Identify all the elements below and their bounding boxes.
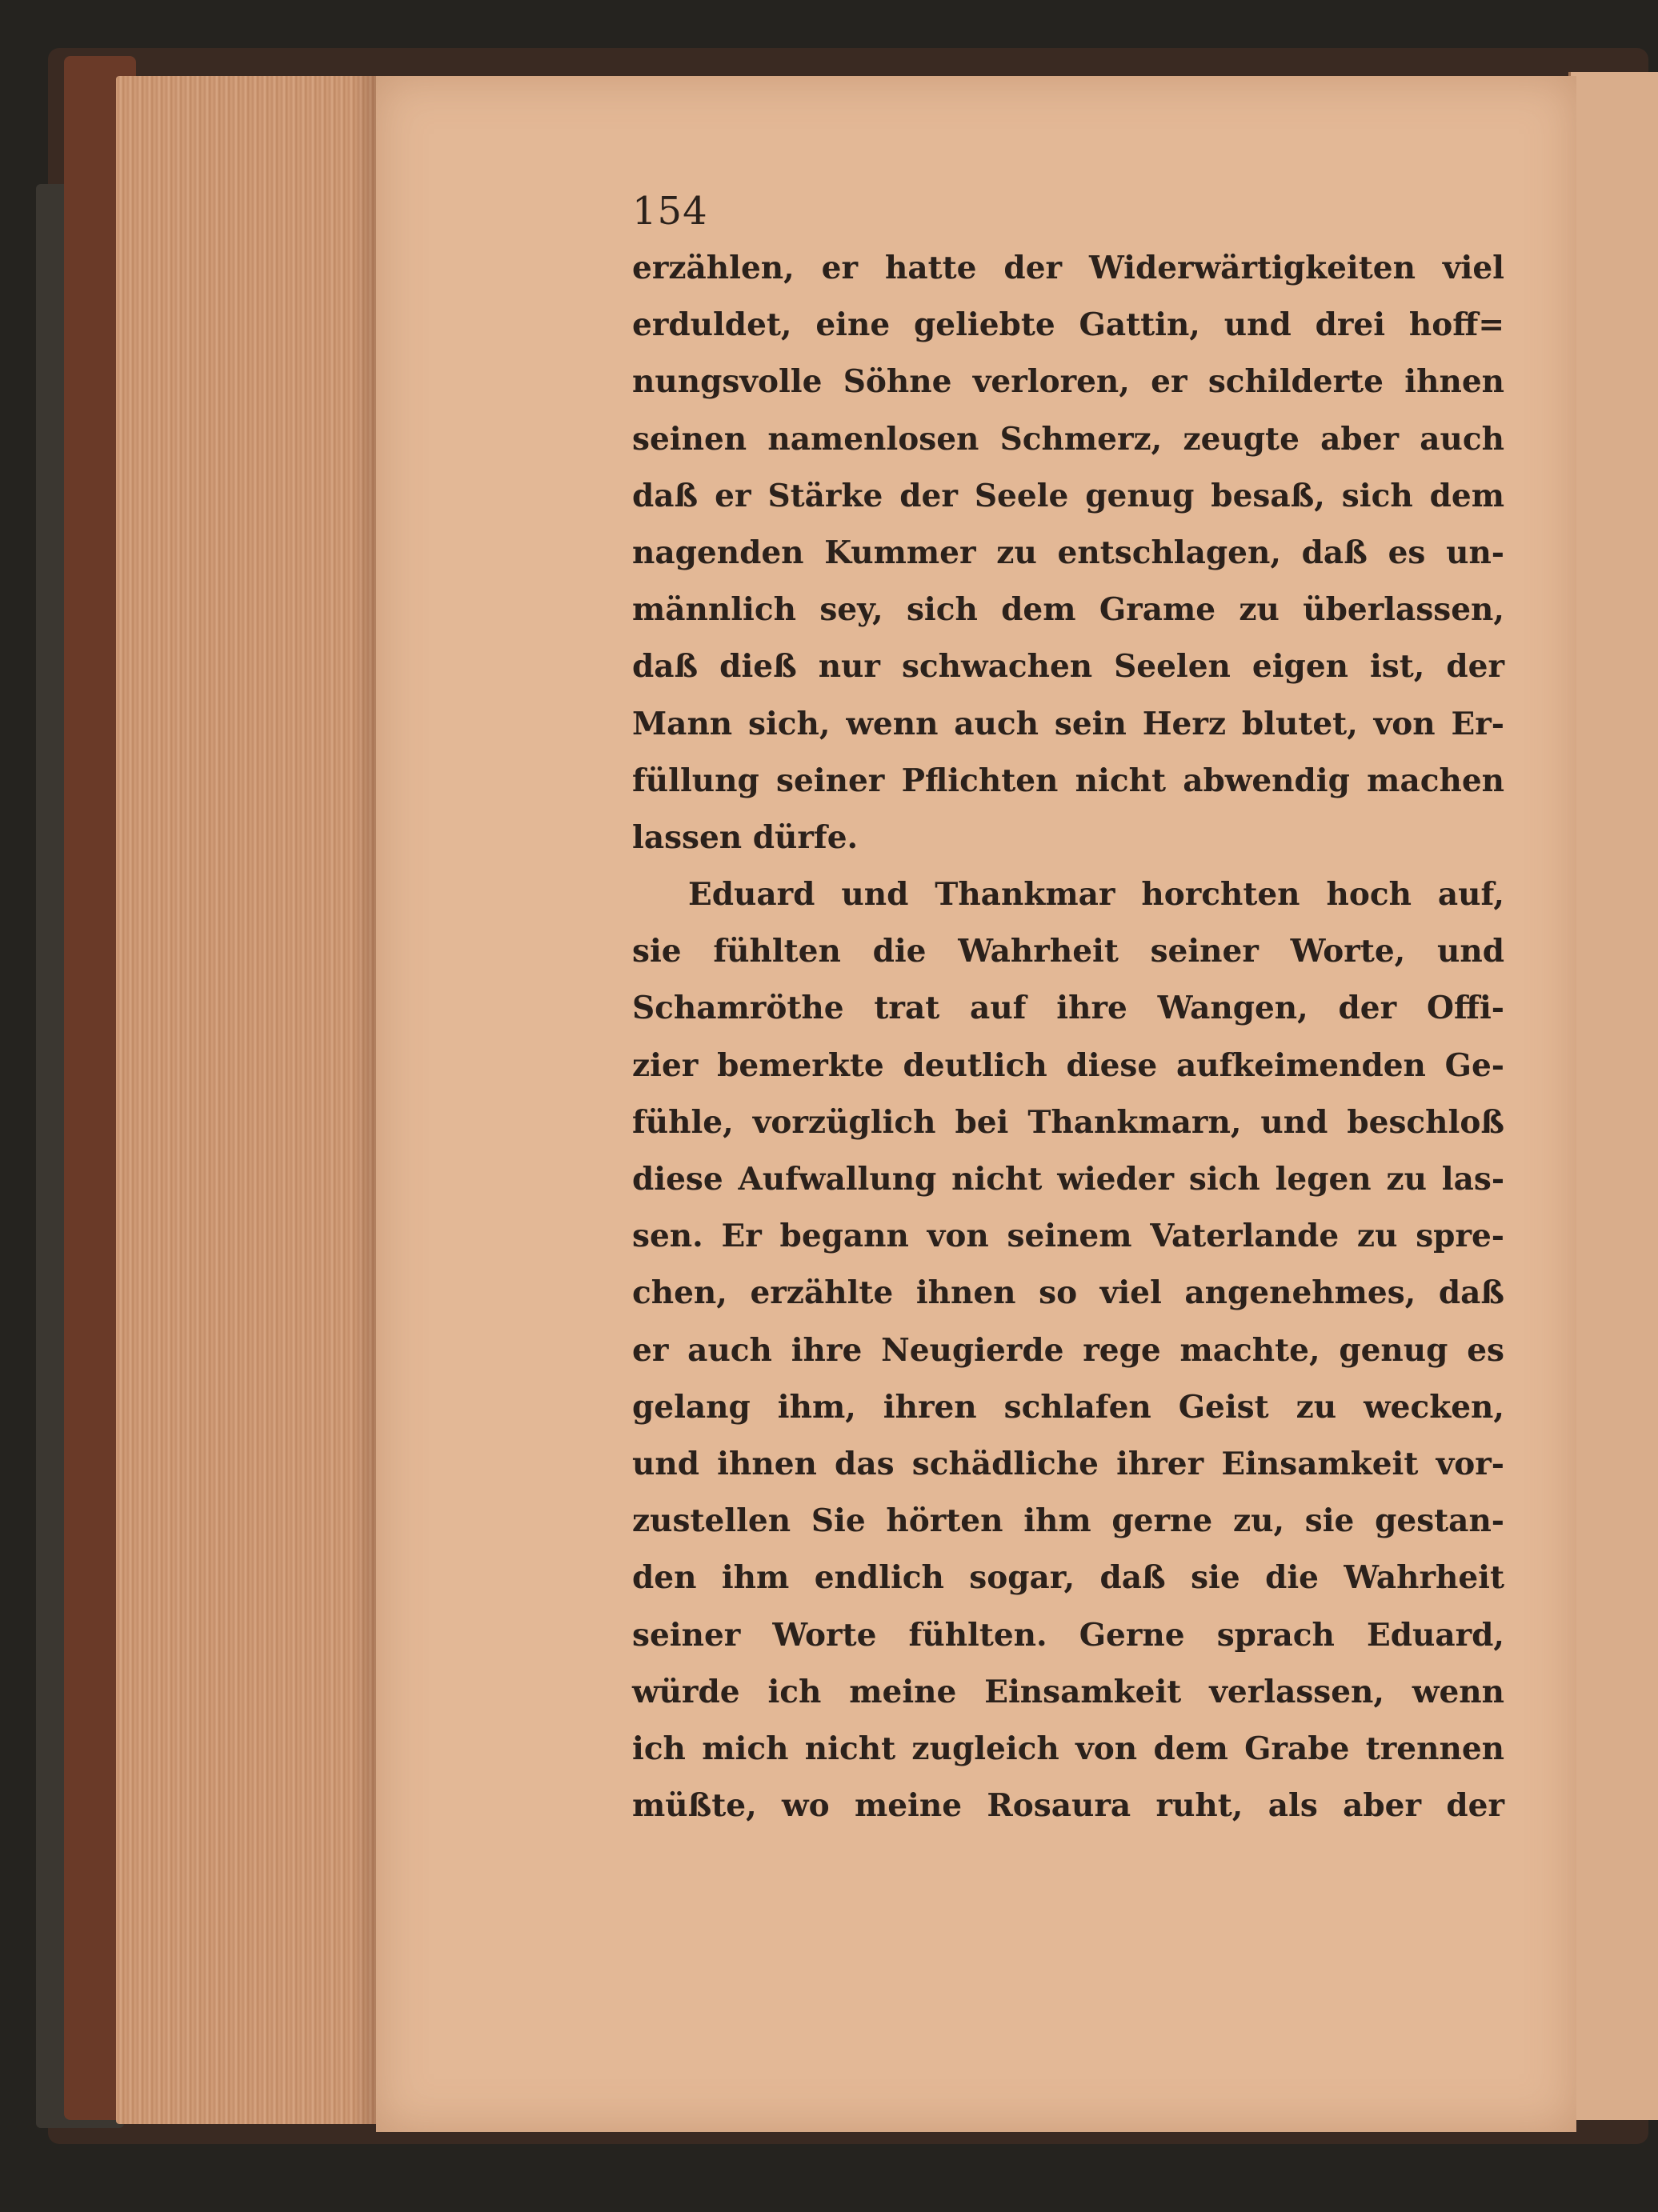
text-line: erzählen, er hatte der Widerwärtigkeiten viel <box>632 250 1504 286</box>
text-line: erduldet, eine geliebte Gattin, und drei hoff= <box>632 306 1504 344</box>
text-line: daß dieß nur schwachen Seelen eigen ist, der <box>632 648 1504 686</box>
text-line: füllung seiner Pflichten nicht abwendig machen <box>632 762 1504 799</box>
text-line: chen, erzählte ihnen so viel angenehmes, daß <box>632 1274 1504 1312</box>
book-page <box>376 76 1576 2132</box>
text-line: er auch ihre Neugierde rege machte, genug es <box>632 1331 1504 1369</box>
next-page-edge <box>1568 72 1658 2120</box>
page-text <box>632 189 1504 1834</box>
text-line: würde ich meine Einsamkeit verlassen, wenn <box>632 1673 1504 1710</box>
text-line: und ihnen das schädliche ihrer Einsamkeit vor- <box>632 1445 1504 1482</box>
text-line: fühle, vorzüglich bei Thankmarn, und beschloß <box>632 1103 1504 1141</box>
text-line: nagenden Kummer zu entschlagen, daß es un- <box>632 534 1504 571</box>
text-line: ich mich nicht zugleich von dem Grabe trennen <box>632 1730 1504 1767</box>
text-line: zier bemerkte deutlich diese aufkeimenden Ge- <box>632 1046 1504 1084</box>
page-number: 154 <box>632 189 708 234</box>
text-line: daß er Stärke der Seele genug besaß, sich dem <box>632 477 1504 514</box>
text-line: sie fühlten die Wahrheit seiner Worte, und <box>632 933 1504 970</box>
text-line: diese Aufwallung nicht wieder sich legen zu las- <box>632 1161 1504 1198</box>
text-line: müßte, wo meine Rosaura ruht, als aber der <box>632 1787 1504 1825</box>
text-line: sen. Er begann von seinem Vaterlande zu spre- <box>632 1218 1504 1255</box>
text-line: seiner Worte fühlten. Gerne sprach Eduard, <box>632 1616 1504 1654</box>
text-line: Eduard und Thankmar horchten hoch auf, <box>688 876 1504 914</box>
text-line: lassen dürfe. <box>632 818 859 856</box>
text-line: nungsvolle Söhne verloren, er schilderte ihnen <box>632 363 1504 401</box>
page-edges-stack <box>116 76 384 2124</box>
text-line: zustellen Sie hörten ihm gerne zu, sie gestan- <box>632 1502 1504 1540</box>
text-line: gelang ihm, ihren schlafen Geist zu wecken, <box>632 1388 1504 1426</box>
text-line: den ihm endlich sogar, daß sie die Wahrheit <box>632 1559 1504 1597</box>
text-line: Mann sich, wenn auch sein Herz blutet, von Er- <box>632 705 1504 742</box>
text-line: männlich sey, sich dem Grame zu überlassen, <box>632 591 1504 629</box>
text-line: Schamröthe trat auf ihre Wangen, der Offi- <box>632 990 1504 1027</box>
text-line: seinen namenlosen Schmerz, zeugte aber auch <box>632 420 1504 458</box>
